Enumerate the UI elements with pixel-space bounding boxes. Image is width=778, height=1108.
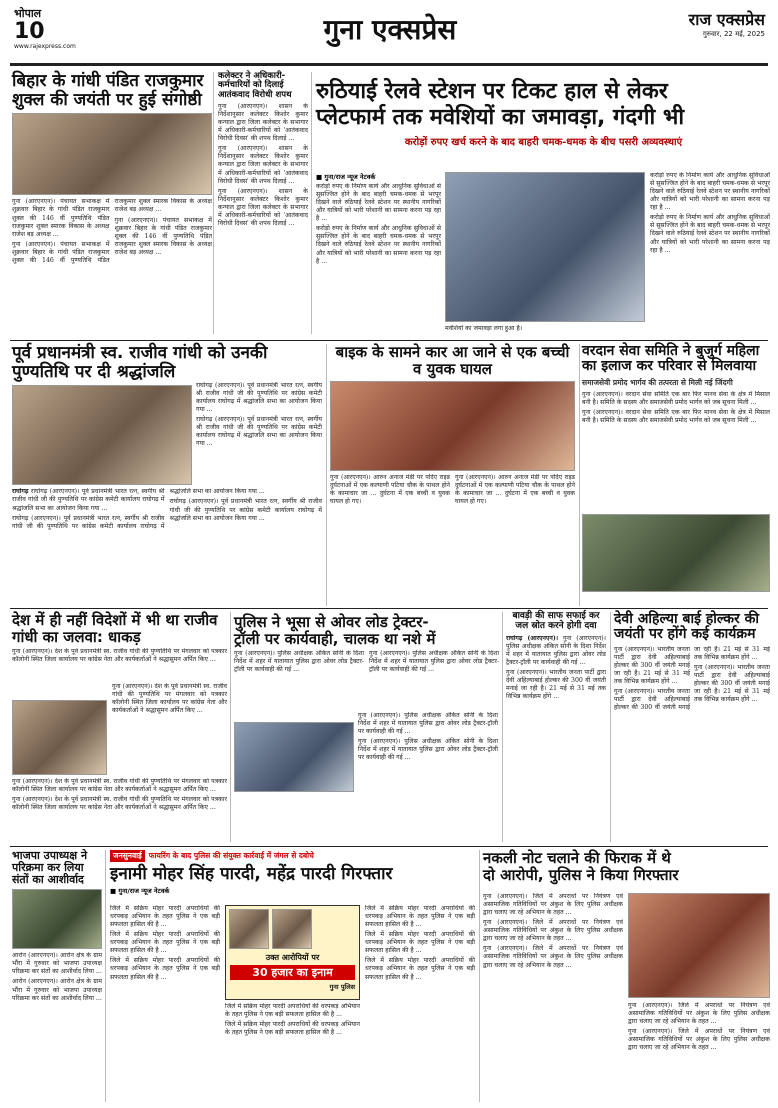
story-photo <box>330 381 575 471</box>
story-photo <box>234 722 354 792</box>
story-photo <box>628 893 770 998</box>
story-photo <box>582 514 770 592</box>
body-text: गुना (आरएनएन)। भारतीय जनता पार्टी द्वारा देवी अहिल्याबाई होल्कर की 300 वीं जयंती मनाई जा रही है। 21 मई से 31 मई तक विभिन्न कार्यक्रम होंगे ... गुना (आरएनएन)। भारतीय जनता पार्टी द्वारा देवी अहिल्याबाई होल्कर की 300 वीं जयंती मनाई जा रही है। 21 मई से 31 मई तक विभिन्न कार्यक्रम होंगे ... गुना (आरएनएन)। भारतीय जनता पार्टी द्वारा देवी अहिल्याबाई होल्कर की 300 वीं जयंती मनाई जा रही है। 21 मई से 31 मई तक विभिन्न कार्यक्रम होंगे ... <box>614 645 770 712</box>
headline: पूर्व प्रधानमंत्री स्व. राजीव गांधी को उनकी पुण्यतिथि पर दी श्रद्धांजलि <box>12 343 268 382</box>
headline: देवी अहिल्या बाई होल्कर की जयंती पर होंगे कई कार्यक्रम <box>614 611 759 643</box>
lead-col1 <box>316 172 441 333</box>
headline-line2: ट्रॉली पर कार्यवाही, चालक था नशे में <box>234 629 436 648</box>
lead-byline: ■ गुना/राज न्यूज नेटवर्क <box>316 173 376 181</box>
row-rule <box>10 608 768 609</box>
tag-jansunwai: जनसुनवाई <box>110 850 145 862</box>
page-number: 10 <box>14 19 45 44</box>
divider <box>326 344 327 606</box>
divider <box>213 72 214 334</box>
reward-poster <box>225 905 360 1000</box>
story-bjp-vp <box>12 850 102 1087</box>
divider <box>105 850 106 1102</box>
headline: कलेक्टर ने अधिकारी-कर्मचारियों को दिलाई आतंकवाद विरोधी शपथ <box>218 71 292 100</box>
headline: देश में ही नहीं विदेशों में भी था राजीव गांधी का जलवा: धाकड़ <box>12 611 218 646</box>
poster-head: उक्त आरोपियों पर <box>265 953 320 962</box>
body-text-2: गुना (आरएनएन)। देश के पूर्व प्रधानमंत्री स्व. राजीव गांधी की पुण्यतिथि पर मंगलवार को पत्रकार कॉलोनी स्थित जिला कार्यालय पर कांग्रेस नेता और कार्यकर्ताओं ने श्रद्धासुमन अर्पित किए ... गुना (आरएनएन)। देश के पूर्व प्रधानमंत्री स्व. राजीव गांधी की पुण्यतिथि पर मंगलवार को पत्रकार कॉलोनी स्थित जिला कार्यालय पर कांग्रेस नेता और कार्यकर्ताओं ने श्रद्धासुमन अर्पित किए ... <box>12 778 227 812</box>
headline: बावड़ी की साफ सफाई कर जल स्रोत करने होगी दवा <box>512 611 600 631</box>
headline: बाइक के सामने कार आ जाने से एक बच्ची व युवक घायल <box>335 343 570 378</box>
accused-photo <box>229 909 269 949</box>
story-ahilya-bai <box>614 612 770 821</box>
lead-deck: करोड़ों रुपए खर्च करने के बाद बाहरी चमक-धमक के बीच पसरी अव्यवस्थाएं <box>404 137 683 149</box>
headline: बिहार के गांधी पंडित राजकुमार शुक्ल की जयंती पर हुई संगोष्ठी <box>12 71 204 110</box>
story-rajkumar-shukla <box>12 72 212 368</box>
story-fake-currency <box>483 850 770 883</box>
body-text: राघोगढ़ राघोगढ़ (आरएनएन)। पूर्व प्रधानमंत्री भारत रत्न, स्वर्गीय श्री राजीव गांधी जी की पुण्यतिथि पर कांग्रेस कमेटी कार्यालय राघोगढ़ में श्रद्धांजलि सभा का आयोजन किया गया ... राघोगढ़ (आरएनएन)। पूर्व प्रधानमंत्री भारत रत्न, स्वर्गीय श्री राजीव गांधी जी की पुण्यतिथि पर कांग्रेस कमेटी कार्यालय राघोगढ़ में श्रद्धांजलि सभा का आयोजन किया गया ... राघोगढ़ (आरएनएन)। पूर्व प्रधानमंत्री भारत रत्न, स्वर्गीय श्री राजीव गांधी जी की पुण्यतिथि पर कांग्रेस कमेटी कार्यालय राघोगढ़ में श्रद्धांजलि सभा का आयोजन किया गया ... <box>12 488 322 530</box>
issue-date: गुरुवार, 22 मई, 2025 <box>702 30 765 38</box>
site-url[interactable]: www.rajexpress.com <box>14 43 76 50</box>
divider <box>610 612 611 842</box>
rajiv-tribute-side: राघोगढ़ (आरएनएन)। पूर्व प्रधानमंत्री भारत रत्न, स्वर्गीय श्री राजीव गांधी जी की पुण्यतिथि पर कांग्रेस कमेटी कार्यालय राघोगढ़ में श्रद्धांजलि सभा का आयोजन किया गया ... राघोगढ़ (आरएनएन)। पूर्व प्रधानमंत्री भारत रत्न, स्वर्गीय श्री राजीव गांधी जी की पुण्यतिथि पर कांग्रेस कमेटी कार्यालय राघोगढ़ में श्रद्धांजलि सभा का आयोजन किया गया ... <box>196 382 322 448</box>
divider <box>502 612 503 842</box>
brand-name: राज एक्सप्रेस <box>688 10 765 29</box>
accused-photo <box>272 909 312 949</box>
lead-story-railway-station <box>316 80 771 148</box>
pardi-col1: जिले में सक्रिय मोहर पारदी अपराधियों की धरपकड़ अभियान के तहत पुलिस ने एक बड़ी सफलता हासिल की है ... जिले में सक्रिय मोहर पारदी अपराधियों की धरपकड़ अभियान के तहत पुलिस ने एक बड़ी सफलता हासिल की है ... जिले में सक्रिय मोहर पारदी अपराधियों की धरपकड़ अभियान के तहत पुलिस ने एक बड़ी सफलता हासिल की है ... <box>110 905 220 981</box>
divider <box>579 344 580 606</box>
pardi-col2: जिले में सक्रिय मोहर पारदी अपराधियों की धरपकड़ अभियान के तहत पुलिस ने एक बड़ी सफलता हासिल की है ... जिले में सक्रिय मोहर पारदी अपराधियों की धरपकड़ अभियान के तहत पुलिस ने एक बड़ी सफलता हासिल की है ... <box>225 1003 360 1037</box>
kicker: फायरिंग के बाद पुलिस की संयुक्त कार्रवाई में जंगल से दबोचे <box>148 851 314 860</box>
divider <box>479 850 480 1102</box>
brand-block <box>590 8 765 39</box>
row-rule <box>10 846 768 847</box>
lead-photo <box>445 172 645 322</box>
poster-photos <box>226 906 359 952</box>
section-title: गुना एक्सप्रेस <box>323 13 457 46</box>
body-text: गुना (आरएनएन)। पुलिस अधीक्षक अंकित सोनी के दिशा निर्देश में शहर में यातायात पुलिस द्वारा ओवर लोड ट्रैक्टर-ट्रॉली पर कार्यवाही की गई ... गुना (आरएनएन)। पुलिस अधीक्षक अंकित सोनी के दिशा निर्देश में शहर में यातायात पुलिस द्वारा ओवर लोड ट्रैक्टर-ट्रॉली पर कार्यवाही की गई ... <box>234 650 499 674</box>
story-pardi-arrest <box>110 850 475 895</box>
body-text: गुना (आरएनएन)। देश के पूर्व प्रधानमंत्री स्व. राजीव गांधी की पुण्यतिथि पर मंगलवार को पत्रकार कॉलोनी स्थित जिला कार्यालय पर कांग्रेस नेता और कार्यकर्ताओं ने श्रद्धासुमन अर्पित किए ... <box>12 648 227 664</box>
row-rule <box>10 340 768 341</box>
headline: इनामी मोहर सिंह पारदी, महेंद्र पारदी गिरफ्तार <box>110 864 393 884</box>
body-text: राघोगढ़ (आरएनएन)। गुना (आरएनएन)। पुलिस अधीक्षक अंकित सोनी के दिशा निर्देश में शहर में यातायात पुलिस द्वारा ओवर लोड ट्रैक्टर-ट्रॉली पर कार्यवाही की गई ... गुना (आरएनएन)। भारतीय जनता पार्टी द्वारा देवी अहिल्याबाई होल्कर की 300 वीं जयंती मनाई जा रही है। 21 मई से 31 मई तक विभिन्न कार्यक्रम होंगे ... <box>506 634 606 701</box>
headline-line1: नकली नोट चलाने की फिराक में थे <box>483 849 671 867</box>
story-vardan-samiti <box>582 344 770 592</box>
story-bike-accident <box>330 344 575 584</box>
rajiv-abroad-side: गुना (आरएनएन)। देश के पूर्व प्रधानमंत्री स्व. राजीव गांधी की पुण्यतिथि पर मंगलवार को पत्रकार कॉलोनी स्थित जिला कार्यालय पर कांग्रेस नेता और कार्यकर्ताओं ने श्रद्धासुमन अर्पित किए ... <box>112 683 227 715</box>
deck: समाजसेवी प्रमोद भार्गव की तत्परता से मिली नई जिंदगी <box>582 377 733 387</box>
body-text: आरोन (आरएनएन)। आरोन क्षेत्र के ग्राम भौंरा में गुरुवार को भाजपा उपाध्यक्ष परिक्रमा कर संतों का आशीर्वाद लिया ... आरोन (आरएनएन)। आरोन क्षेत्र के ग्राम भौंरा में गुरुवार को भाजपा उपाध्यक्ष परिक्रमा कर संतों का आशीर्वाद लिया ... <box>12 952 102 1002</box>
fake-currency-col1: गुना (आरएनएन)। जिले में अपराधों पर नियंत्रण एवं असामाजिक गतिविधियों पर अंकुश के लिए पुलिस अधीक्षक द्वारा चलाए जा रहे अभियान के तहत ... गुना (आरएनएन)। जिले में अपराधों पर नियंत्रण एवं असामाजिक गतिविधियों पर अंकुश के लिए पुलिस अधीक्षक द्वारा चलाए जा रहे अभियान के तहत ... गुना (आरएनएन)। जिले में अपराधों पर नियंत्रण एवं असामाजिक गतिविधियों पर अंकुश के लिए पुलिस अधीक्षक द्वारा चलाए जा रहे अभियान के तहत ... <box>483 893 623 969</box>
divider <box>311 72 312 334</box>
story-bawdi-cleaning <box>506 612 606 815</box>
masthead-rule <box>10 63 768 66</box>
tractor-side: गुना (आरएनएन)। पुलिस अधीक्षक अंकित सोनी के दिशा निर्देश में शहर में यातायात पुलिस द्वारा ओवर लोड ट्रैक्टर-ट्रॉली पर कार्यवाही की गई ... गुना (आरएनएन)। पुलिस अधीक्षक अंकित सोनी के दिशा निर्देश में शहर में यातायात पुलिस द्वारा ओवर लोड ट्रैक्टर-ट्रॉली पर कार्यवाही की गई ... <box>358 712 498 762</box>
story-photo <box>12 385 192 485</box>
story-anti-terror-oath <box>218 72 308 358</box>
lead-caption: मवेशियों का जमावड़ा लगा हुआ है। <box>445 325 523 332</box>
lead-headline-line1: रुठियाई रेलवे स्टेशन पर टिकट हाल से लेकर <box>316 79 668 104</box>
lead-headline-line2: प्लेटफार्म तक मवेशियों का जमावड़ा, गंदगी भी <box>316 105 685 131</box>
poster-amount: 30 हजार का इनाम <box>230 965 355 980</box>
body-text: गुना (आरएनएन)। वरदान सेवा समिति एक बार फिर मानव सेवा के क्षेत्र में मिसाल बनी है। समिति के सदस्य और समाजसेवी प्रमोद भार्गव को जब सूचना मिली ... गुना (आरएनएन)। वरदान सेवा समिति एक बार फिर मानव सेवा के क्षेत्र में मिसाल बनी है। समिति के सदस्य और समाजसेवी प्रमोद भार्गव को जब सूचना मिली ... <box>582 390 770 424</box>
city-label: भोपाल <box>14 7 42 20</box>
headline: वरदान सेवा समिति ने बुजुर्ग महिला का इलाज कर परिवार से मिलवाया <box>582 343 760 375</box>
fake-currency-col2: गुना (आरएनएन)। जिले में अपराधों पर नियंत्रण एवं असामाजिक गतिविधियों पर अंकुश के लिए पुलिस अधीक्षक द्वारा चलाए जा रहे अभियान के तहत ... गुना (आरएनएन)। जिले में अपराधों पर नियंत्रण एवं असामाजिक गतिविधियों पर अंकुश के लिए पुलिस अधीक्षक द्वारा चलाए जा रहे अभियान के तहत ... <box>628 1002 770 1052</box>
story-photo <box>12 700 107 775</box>
lead-col3: करोड़ो रुपए के निर्माण कार्य और आधुनिक सुविधाओं से सुसज्जित होने के बाद बाहरी चमक-धमक से भरपूर दिखने वाले रुठियाई रेलवे स्टेशन पर स्थानीय नागरिकों और यात्रियों को भारी परेशानी का सामना करना पड़ रहा है ... करोड़ो रुपए के निर्माण कार्य और आधुनिक सुविधाओं से सुसज्जित होने के बाद बाहरी चमक-धमक से भरपूर दिखने वाले रुठियाई रेलवे स्टेशन पर स्थानीय नागरिकों और यात्रियों को भारी परेशानी का सामना करना पड़ रहा है ... <box>650 172 770 254</box>
body-text: गुना (आरएनएन)। पंचायत सभाकक्ष में शुक्रवार बिहार के गांधी पंडित राजकुमार शुक्ल की 146 वीं पुण्यतिथि पंडित राजकुमार शुक्ल स्मारक विकास के अध्यक्ष राजेश बड़ अध्यक्ष ... गुना (आरएनएन)। पंचायत सभाकक्ष में शुक्रवार बिहार के गांधी पंडित राजकुमार शुक्ल की 146 वीं पुण्यतिथि पंडित राजकुमार शुक्ल स्मारक विकास के अध्यक्ष राजेश बड़ अध्यक्ष ... गुना (आरएनएन)। पंचायत सभाकक्ष में शुक्रवार बिहार के गांधी पंडित राजकुमार शुक्ल की 146 वीं पुण्यतिथि पंडित राजकुमार शुक्ल स्मारक विकास के अध्यक्ष राजेश बड़ अध्यक्ष ... <box>12 198 212 264</box>
pardi-col3: जिले में सक्रिय मोहर पारदी अपराधियों की धरपकड़ अभियान के तहत पुलिस ने एक बड़ी सफलता हासिल की है ... जिले में सक्रिय मोहर पारदी अपराधियों की धरपकड़ अभियान के तहत पुलिस ने एक बड़ी सफलता हासिल की है ... जिले में सक्रिय मोहर पारदी अपराधियों की धरपकड़ अभियान के तहत पुलिस ने एक बड़ी सफलता हासिल की है ... <box>365 905 475 981</box>
story-photo <box>12 889 102 949</box>
body-text: करोड़ो रुपए के निर्माण कार्य और आधुनिक सुविधाओं से सुसज्जित होने के बाद बाहरी चमक-धमक से भरपूर दिखने वाले रुठियाई रेलवे स्टेशन पर स्थानीय नागरिकों और यात्रियों को भारी परेशानी का सामना करना पड़ रहा है ... करोड़ो रुपए के निर्माण कार्य और आधुनिक सुविधाओं से सुसज्जित होने के बाद बाहरी चमक-धमक से भरपूर दिखने वाले रुठियाई रेलवे स्टेशन पर स्थानीय नागरिकों और यात्रियों को भारी परेशानी का सामना करना पड़ रहा है ... <box>316 183 441 265</box>
kicker-row <box>110 850 475 862</box>
masthead-left <box>14 6 74 50</box>
poster-foot: गुना पुलिस <box>329 983 355 991</box>
story-photo <box>12 113 212 195</box>
body-text: गुना (आरएनएन)। आरुन अनाज मंडी पर पदिए राइड दुर्घटनाओं में एक कल्याणी पटिया चौक के पाथल होने के कामाचार जा ... दुर्घटना में एक बच्ची व युवक घायल हो गए। गुना (आरएनएन)। आरुन अनाज मंडी पर पदिए राइड दुर्घटनाओं में एक कल्याणी पटिया चौक के पाथल होने के कामाचार जा ... दुर्घटना में एक बच्ची व युवक घायल हो गए। <box>330 474 575 506</box>
divider <box>230 612 231 842</box>
headline: भाजपा उपाध्यक्ष ने परिक्रमा कर लिया संतों का आशीर्वाद <box>12 849 88 887</box>
headline-line2: दो आरोपी, पुलिस ने किया गिरफ्तार <box>483 865 679 884</box>
headline-line1: पुलिस ने भूसा से ओवर लोड ट्रेक्टर- <box>234 613 429 631</box>
body-text: गुना (आरएनएन)। शासन के निर्देशानुसार कलेक्टर किशोर कुमार कन्याल द्वारा जिला कलेक्टर के सभागार में अधिकारी-कर्मचारियों को 'आतंकवाद विरोधी दिवस' की शपथ दिलाई ... गुना (आरएनएन)। शासन के निर्देशानुसार कलेक्टर किशोर कुमार कन्याल द्वारा जिला कलेक्टर के सभागार में अधिकारी-कर्मचारियों को 'आतंकवाद विरोधी दिवस' की शपथ दिलाई ... गुना (आरएनएन)। शासन के निर्देशानुसार कलेक्टर किशोर कुमार कन्याल द्वारा जिला कलेक्टर के सभागार में अधिकारी-कर्मचारियों को 'आतंकवाद विरोधी दिवस' की शपथ दिलाई ... <box>218 103 308 227</box>
byline: ■ गुना/राज न्यूज नेटवर्क <box>110 886 170 895</box>
